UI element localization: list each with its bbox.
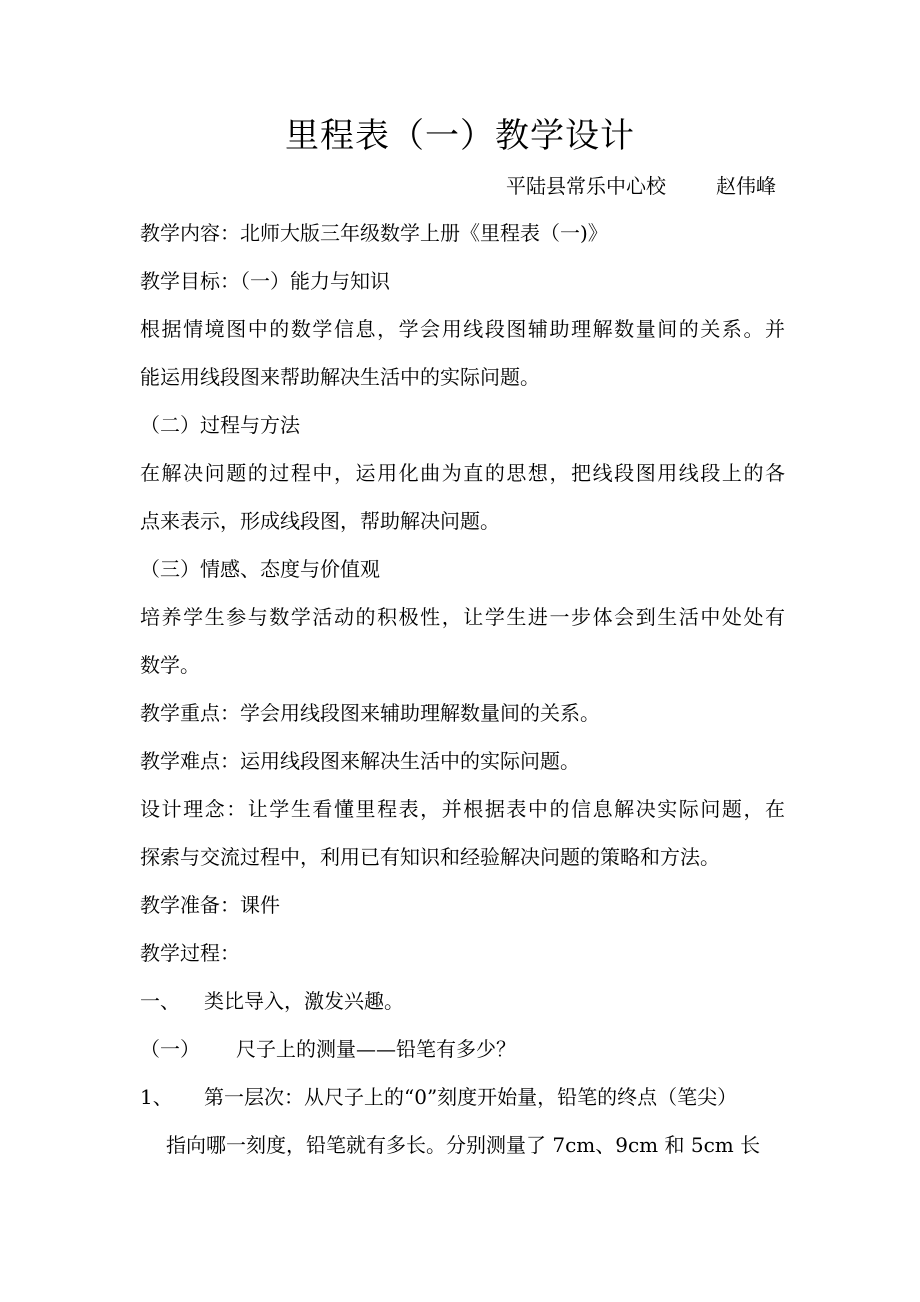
author-name: 赵伟峰	[716, 174, 776, 198]
section-one-number: 一、	[140, 989, 180, 1013]
goal3-heading: （三）情感、态度与价值观	[140, 557, 380, 581]
goal1-paragraph-line1: 根据情境图中的数学信息，学会用线段图辅助理解数量间的关系。并	[140, 317, 785, 341]
goal3-paragraph-line2: 数学。	[140, 653, 200, 677]
key-point: 教学重点：学会用线段图来辅助理解数量间的关系。	[140, 701, 600, 725]
school-name: 平陆县常乐中心校	[506, 174, 666, 198]
subsection-one	[140, 1031, 785, 1067]
subsection-one-text: 尺子上的测量——铅笔有多少？	[236, 1037, 516, 1061]
item-one-line1	[140, 1079, 785, 1115]
item-one-line2: 指向哪一刻度，铅笔就有多长。分别测量了 7cm、9cm 和 5cm 长	[166, 1133, 761, 1157]
teaching-preparation: 教学准备：课件	[140, 893, 280, 917]
design-concept-line2: 探索与交流过程中，利用已有知识和经验解决问题的策略和方法。	[140, 845, 720, 869]
teaching-process-heading: 教学过程：	[140, 941, 240, 965]
goal2-paragraph-line1: 在解决问题的过程中，运用化曲为直的思想，把线段图用线段上的各	[140, 461, 785, 485]
section-one-text: 类比导入，激发兴趣。	[204, 989, 404, 1013]
author-line	[506, 168, 776, 204]
section-one	[140, 983, 785, 1019]
document-title: 里程表（一）教学设计	[285, 116, 635, 156]
design-concept-line1: 设计理念：让学生看懂里程表，并根据表中的信息解决实际问题，在	[140, 797, 785, 821]
teaching-goals-heading: 教学目标：（一）能力与知识	[140, 269, 390, 293]
teaching-content: 教学内容：北师大版三年级数学上册《里程表（一)》	[140, 221, 608, 245]
goal1-paragraph-line2: 能运用线段图来帮助解决生活中的实际问题。	[140, 365, 540, 389]
item-one-number: 1、	[140, 1085, 173, 1109]
subsection-one-number: （一）	[140, 1037, 200, 1061]
goal2-paragraph-line2: 点来表示，形成线段图，帮助解决问题。	[140, 509, 500, 533]
goal3-paragraph-line1: 培养学生参与数学活动的积极性，让学生进一步体会到生活中处处有	[140, 605, 785, 629]
goal2-heading: （二）过程与方法	[140, 413, 300, 437]
difficulty: 教学难点：运用线段图来解决生活中的实际问题。	[140, 749, 580, 773]
item-one-text: 第一层次：从尺子上的“0”刻度开始量，铅笔的终点（笔尖）	[204, 1085, 738, 1109]
